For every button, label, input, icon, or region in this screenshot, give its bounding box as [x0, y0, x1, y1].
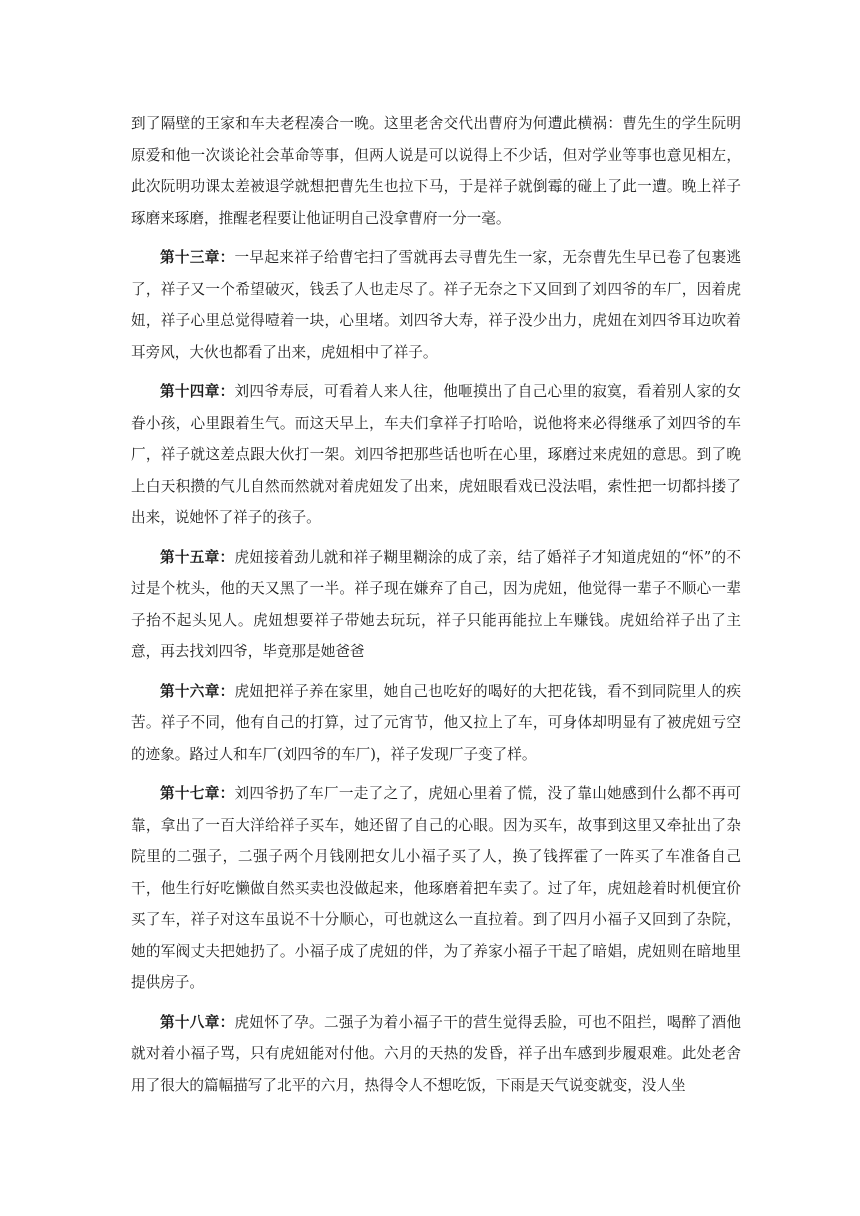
paragraph-chapter-15	[131, 542, 741, 668]
chapter-label: 第十六章：	[160, 682, 235, 700]
chapter-label: 第十四章：	[160, 383, 235, 400]
document-body	[131, 108, 741, 1109]
paragraph-chapter-13	[131, 242, 741, 368]
paragraph-chapter-16	[131, 676, 741, 771]
chapter-label: 第十八章：	[160, 1013, 235, 1031]
paragraph-text: 刘四爷扔了车厂一走了之了，虎妞心里着了慌，没了靠山她感到什么都不再可靠，拿出了一百大洋给祥子买车，她还留了自己的心眼。因为买车，故事到这里又牵扯出了杂院里的二强子，二强子两个月钱刚把女儿小福子买了人，换了钱挥霍了一阵买了车准备自己干，他生行好吃懒做自然买卖也没做起来，他琢磨着把车卖了。过了年，虎妞趁着时机便宜价买了车，祥子对这车虽说不十分顺心，可也就这么一直拉着。到了四月小福子又回到了杂院，她的军阀丈夫把她扔了。小福子成了虎妞的伴，为了养家小福子干起了暗娼，虎妞则在暗地里提供房子。	[131, 785, 741, 991]
paragraph-text: 一早起来祥子给曹宅扫了雪就再去寻曹先生一家，无奈曹先生早已卷了包裹逃了，祥子又一个希望破灭，钱丢了人也走尽了。祥子无奈之下又回到了刘四爷的车厂，因着虎妞，祥子心里总觉得噎着一块，心里堵。刘四爷大寿，祥子没少出力，虎妞在刘四爷耳边吹着耳旁风，大伙也都看了出来，虎妞相中了祥子。	[131, 249, 741, 361]
chapter-label: 第十五章：	[160, 548, 235, 566]
paragraph-continuation	[131, 108, 741, 234]
chapter-label: 第十七章：	[160, 785, 235, 802]
paragraph-text: 到了隔壁的王家和车夫老程凑合一晚。这里老舍交代出曹府为何遭此横祸：曹先生的学生阮明原爱和他一次谈论社会革命等事，但两人说是可以说得上不少话，但对学业等事也意见相左，此次阮明功课太差被退学就想把曹先生也拉下马，于是祥子就倒霉的碰上了此一遭。晚上祥子琢磨来琢磨，推醒老程要让他证明自己没拿曹府一分一毫。	[131, 115, 741, 227]
paragraph-chapter-17	[131, 778, 741, 999]
paragraph-chapter-18	[131, 1007, 741, 1102]
chapter-label: 第十三章：	[160, 249, 235, 266]
paragraph-text: 虎妞接着劲儿就和祥子糊里糊涂的成了亲，结了婚祥子才知道虎妞的“怀”的不过是个枕头，他的天又黑了一半。祥子现在嫌弃了自己，因为虎妞，他觉得一辈子不顺心一辈子抬不起头见人。虎妞想要祥子带她去玩玩，祥子只能再能拉上车赚钱。虎妞给祥子出了主意，再去找刘四爷，毕竟那是她爸爸	[131, 548, 741, 660]
paragraph-text: 虎妞怀了孕。二强子为着小福子干的营生觉得丢脸，可也不阻拦，喝醉了酒他就对着小福子骂，只有虎妞能对付他。六月的天热的发昏，祥子出车感到步履艰难。此处老舍用了很大的篇幅描写了北平的六月，热得令人不想吃饭，下雨是天气说变就变，没人坐	[131, 1013, 741, 1094]
paragraph-text: 虎妞把祥子养在家里，她自己也吃好的喝好的大把花钱，看不到同院里人的疾苦。祥子不同，他有自己的打算，过了元宵节，他又拉上了车，可身体却明显有了被虎妞亏空的迹象。路过人和车厂(刘四爷的车厂)，祥子发现厂子变了样。	[131, 682, 741, 763]
paragraph-chapter-14	[131, 376, 741, 534]
paragraph-text: 刘四爷寿辰，可看着人来人往，他咂摸出了自己心里的寂寞，看着别人家的女眷小孩，心里跟着生气。而这天早上，车夫们拿祥子打哈哈，说他将来必得继承了刘四爷的车厂，祥子就这差点跟大伙打一架。刘四爷把那些话也听在心里，琢磨过来虎妞的意思。到了晚上白天积攒的气儿自然而然就对着虎妞发了出来，虎妞眼看戏已没法唱，索性把一切都抖搂了出来，说她怀了祥子的孩子。	[131, 383, 741, 526]
